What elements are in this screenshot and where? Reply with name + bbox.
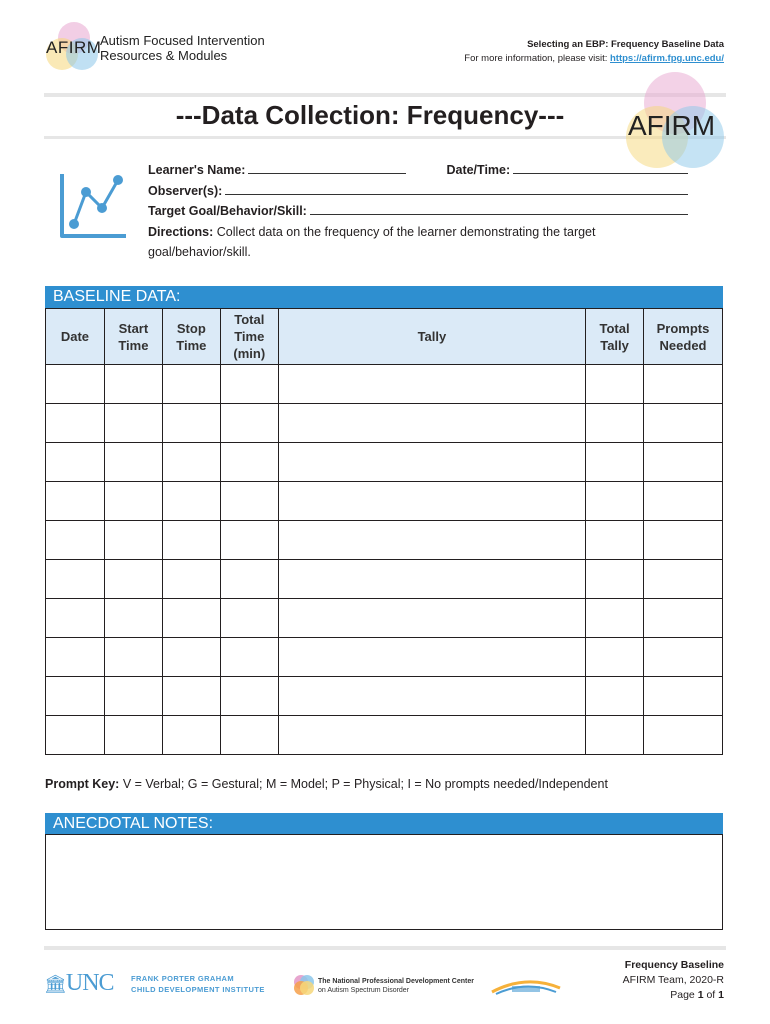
table-row: [46, 521, 723, 560]
header-start-time: [104, 309, 162, 365]
cell-total-tally[interactable]: [586, 677, 644, 716]
directions-text: Collect data on the frequency of the learner demonstrating the target: [216, 224, 596, 239]
table-row: [46, 716, 723, 755]
date-time-blank[interactable]: [513, 160, 688, 174]
cell-date[interactable]: [46, 365, 105, 404]
header-info: [464, 38, 724, 66]
directions-text-2: goal/behavior/skill.: [148, 245, 251, 259]
cell-date[interactable]: [46, 599, 105, 638]
fpg-line-1: FRANK PORTER GRAHAM: [131, 974, 235, 983]
cell-tally[interactable]: [278, 599, 585, 638]
cell-stop-time[interactable]: [162, 716, 220, 755]
cell-total-tally[interactable]: [586, 521, 644, 560]
cell-date[interactable]: [46, 638, 105, 677]
cell-stop-time[interactable]: [162, 443, 220, 482]
cell-start-time[interactable]: [104, 443, 162, 482]
cell-date[interactable]: [46, 404, 105, 443]
cell-prompts-needed[interactable]: [644, 443, 723, 482]
cell-start-time[interactable]: [104, 482, 162, 521]
cell-prompts-needed[interactable]: [644, 482, 723, 521]
cell-tally[interactable]: [278, 716, 585, 755]
cell-prompts-needed[interactable]: [644, 716, 723, 755]
cell-stop-time[interactable]: [162, 521, 220, 560]
header-text: Prompts: [656, 320, 710, 336]
cell-prompts-needed[interactable]: [644, 560, 723, 599]
cell-prompts-needed[interactable]: [644, 638, 723, 677]
cell-total-tally[interactable]: [586, 443, 644, 482]
line-chart-icon: [58, 172, 128, 242]
page-title: ---Data Collection: Frequency---: [175, 100, 565, 130]
cell-stop-time[interactable]: [162, 482, 220, 521]
cell-date[interactable]: [46, 521, 105, 560]
cell-start-time[interactable]: [104, 365, 162, 404]
learner-name-label: Learner's Name:: [148, 163, 246, 177]
info-prefix: For more information, please visit:: [464, 53, 608, 64]
cell-total-tally[interactable]: [586, 716, 644, 755]
cell-stop-time[interactable]: [162, 365, 220, 404]
header-text: Start: [118, 320, 149, 336]
header-text: Date: [60, 329, 90, 344]
cell-total-tally[interactable]: [586, 482, 644, 521]
tagline-line-2: Resources & Modules: [100, 48, 228, 63]
observers-label: Observer(s):: [148, 183, 223, 198]
cell-tally[interactable]: [278, 677, 585, 716]
table-row: [46, 560, 723, 599]
header-text: Stop: [176, 320, 206, 336]
table-row: [46, 443, 723, 482]
table-row: [46, 404, 723, 443]
header-text: Needed: [659, 337, 707, 353]
baseline-data-table: [45, 308, 723, 755]
fpg-line-2: CHILD DEVELOPMENT INSTITUTE: [131, 985, 265, 994]
cell-total-time[interactable]: [220, 677, 278, 716]
table-row: [46, 365, 723, 404]
prompt-key-label: Prompt Key:: [45, 777, 120, 791]
afirm-logo-text: AFIRM: [46, 38, 102, 57]
header-stop-time: [162, 309, 220, 365]
cell-start-time[interactable]: [104, 677, 162, 716]
target-label: Target Goal/Behavior/Skill:: [148, 204, 307, 218]
cell-stop-time[interactable]: [162, 404, 220, 443]
header-date: [46, 309, 105, 365]
cell-total-time[interactable]: [220, 560, 278, 599]
observer-row: [148, 181, 688, 202]
cell-total-time[interactable]: [220, 443, 278, 482]
cell-tally[interactable]: [278, 521, 585, 560]
cell-date[interactable]: [46, 677, 105, 716]
cell-prompts-needed[interactable]: [644, 599, 723, 638]
tagline-line-1: Autism Focused Intervention: [100, 33, 265, 48]
prompt-key-text: V = Verbal; G = Gestural; M = Model; P = Physical; I = No prompts needed/Independent: [122, 777, 608, 791]
unc-logo: 🏛UNC: [44, 970, 114, 996]
target-blank[interactable]: [310, 201, 688, 215]
header-tally: [278, 309, 585, 365]
directions: [148, 222, 688, 243]
cell-tally[interactable]: [278, 443, 585, 482]
observers-blank[interactable]: [225, 181, 688, 195]
cell-total-tally[interactable]: [586, 404, 644, 443]
table-row: [46, 482, 723, 521]
npdc-line-1: The National Professional Development Center: [318, 978, 474, 985]
learner-date-row: [148, 160, 688, 181]
header-text: Tally: [417, 329, 447, 344]
cell-total-time[interactable]: [220, 404, 278, 443]
cell-total-tally[interactable]: [586, 599, 644, 638]
cell-total-time[interactable]: [220, 365, 278, 404]
cell-stop-time[interactable]: [162, 599, 220, 638]
header-text: Time: [176, 337, 207, 353]
header-subject: Selecting an EBP: Frequency Baseline Data: [527, 39, 724, 50]
header-prompts-needed: [644, 309, 723, 365]
header-total-tally: [586, 309, 644, 365]
cell-total-time[interactable]: [220, 482, 278, 521]
page-number: Page 1 of 1: [670, 989, 724, 1001]
cell-start-time[interactable]: [104, 404, 162, 443]
cell-stop-time[interactable]: [162, 560, 220, 599]
prompt-key: [45, 777, 608, 791]
footer-team: AFIRM Team, 2020-R: [622, 974, 724, 986]
cell-total-tally[interactable]: [586, 560, 644, 599]
anecdotal-notes-box[interactable]: [45, 834, 723, 930]
npdc-line-2: on Autism Spectrum Disorder: [318, 987, 410, 994]
table-body: [46, 365, 723, 755]
header-info-line: [464, 52, 724, 66]
cell-tally[interactable]: [278, 560, 585, 599]
afirm-tagline: [100, 33, 265, 63]
cell-total-time[interactable]: [220, 638, 278, 677]
cell-prompts-needed[interactable]: [644, 404, 723, 443]
date-time-label: Date/Time:: [446, 163, 511, 177]
cell-stop-time[interactable]: [162, 677, 220, 716]
cell-start-time[interactable]: [104, 599, 162, 638]
table-row: [46, 677, 723, 716]
cell-start-time[interactable]: [104, 560, 162, 599]
cell-tally[interactable]: [278, 638, 585, 677]
cell-prompts-needed[interactable]: [644, 521, 723, 560]
afirm-big-logo-text: AFIRM: [628, 110, 716, 141]
cell-date[interactable]: [46, 716, 105, 755]
header-text: Time: [234, 329, 265, 344]
afirm-website-link[interactable]: https://afirm.fpg.unc.edu/: [610, 53, 724, 64]
target-row: [148, 201, 688, 222]
cell-stop-time[interactable]: [162, 638, 220, 677]
footer-doc-title: Frequency Baseline: [624, 959, 724, 971]
baseline-section-title: BASELINE DATA:: [45, 286, 723, 308]
cell-date[interactable]: [46, 443, 105, 482]
cell-tally[interactable]: [278, 404, 585, 443]
footer-info: [623, 958, 724, 1003]
cell-total-tally[interactable]: [586, 638, 644, 677]
npdc-logo: [318, 977, 474, 995]
cell-start-time[interactable]: [104, 638, 162, 677]
header-text: (min): [233, 346, 266, 361]
cell-total-tally[interactable]: [586, 365, 644, 404]
cell-start-time[interactable]: [104, 521, 162, 560]
learner-name-blank[interactable]: [248, 160, 406, 174]
cell-start-time[interactable]: [104, 716, 162, 755]
header-text: Total: [234, 312, 265, 327]
cell-date[interactable]: [46, 482, 105, 521]
table-row: [46, 599, 723, 638]
cell-tally[interactable]: [278, 482, 585, 521]
fpg-logo: [131, 973, 265, 995]
table-header-row: [46, 309, 723, 365]
cell-total-time[interactable]: [220, 599, 278, 638]
header-text: Total: [599, 320, 630, 336]
cell-total-time[interactable]: [220, 521, 278, 560]
cell-prompts-needed[interactable]: [644, 365, 723, 404]
footer-divider: [44, 946, 726, 950]
header-total-time: [220, 309, 278, 365]
npdc-logo-icon: [293, 974, 315, 996]
learner-info-fields: [148, 160, 688, 263]
partner-logo: [490, 972, 562, 996]
cell-date[interactable]: [46, 560, 105, 599]
cell-total-time[interactable]: [220, 716, 278, 755]
cell-prompts-needed[interactable]: [644, 677, 723, 716]
anecdotal-notes-title: ANECDOTAL NOTES:: [45, 813, 723, 835]
header-text: Time: [118, 337, 149, 353]
directions-label: Directions:: [148, 224, 214, 239]
cell-tally[interactable]: [278, 365, 585, 404]
header-text: Tally: [600, 337, 629, 353]
table-row: [46, 638, 723, 677]
